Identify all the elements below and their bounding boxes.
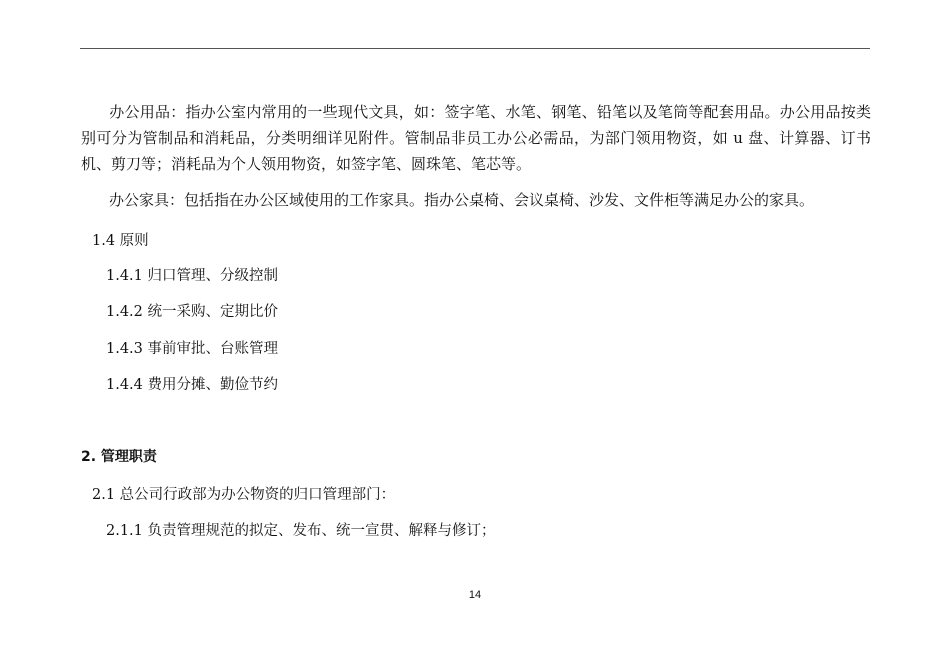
paragraph-office-supplies — [81, 99, 871, 177]
section-heading-2: 2. 管理职责 — [81, 449, 157, 465]
principle-item: 1.4.2 统一采购、定期比价 — [106, 304, 279, 320]
subsection-2-1-1: 2.1.1 负责管理规范的拟定、发布、统一宣贯、解释与修订； — [106, 523, 496, 539]
paragraph-text: 办公用品：指办公室内常用的一些现代文具，如：签字笔、水笔、钢笔、铅笔以及笔筒等配套用品。办公用品按类别可分为管制品和消耗品，分类明细详见附件。管制品非员工办公必需品，为部门领用物资，如 u 盘、计算器、订书机、剪刀等；消耗品为个人领用物资，如签字笔、圆珠笔、笔芯等。 — [81, 103, 871, 173]
principle-item: 1.4.3 事前审批、台账管理 — [106, 341, 279, 357]
paragraph-office-furniture — [81, 187, 871, 213]
page-number: 14 — [468, 589, 482, 601]
section-title-1-4: 1.4 原则 — [92, 233, 149, 249]
subsection-2-1: 2.1 总公司行政部为办公物资的归口管理部门： — [92, 487, 396, 503]
paragraph-text: 办公家具：包括指在办公区域使用的工作家具。指办公桌椅、会议桌椅、沙发、文件柜等满足办公的家具。 — [109, 191, 815, 209]
header-rule — [80, 48, 870, 49]
principle-item: 1.4.4 费用分摊、勤俭节约 — [106, 377, 279, 393]
principle-item: 1.4.1 归口管理、分级控制 — [106, 268, 279, 284]
